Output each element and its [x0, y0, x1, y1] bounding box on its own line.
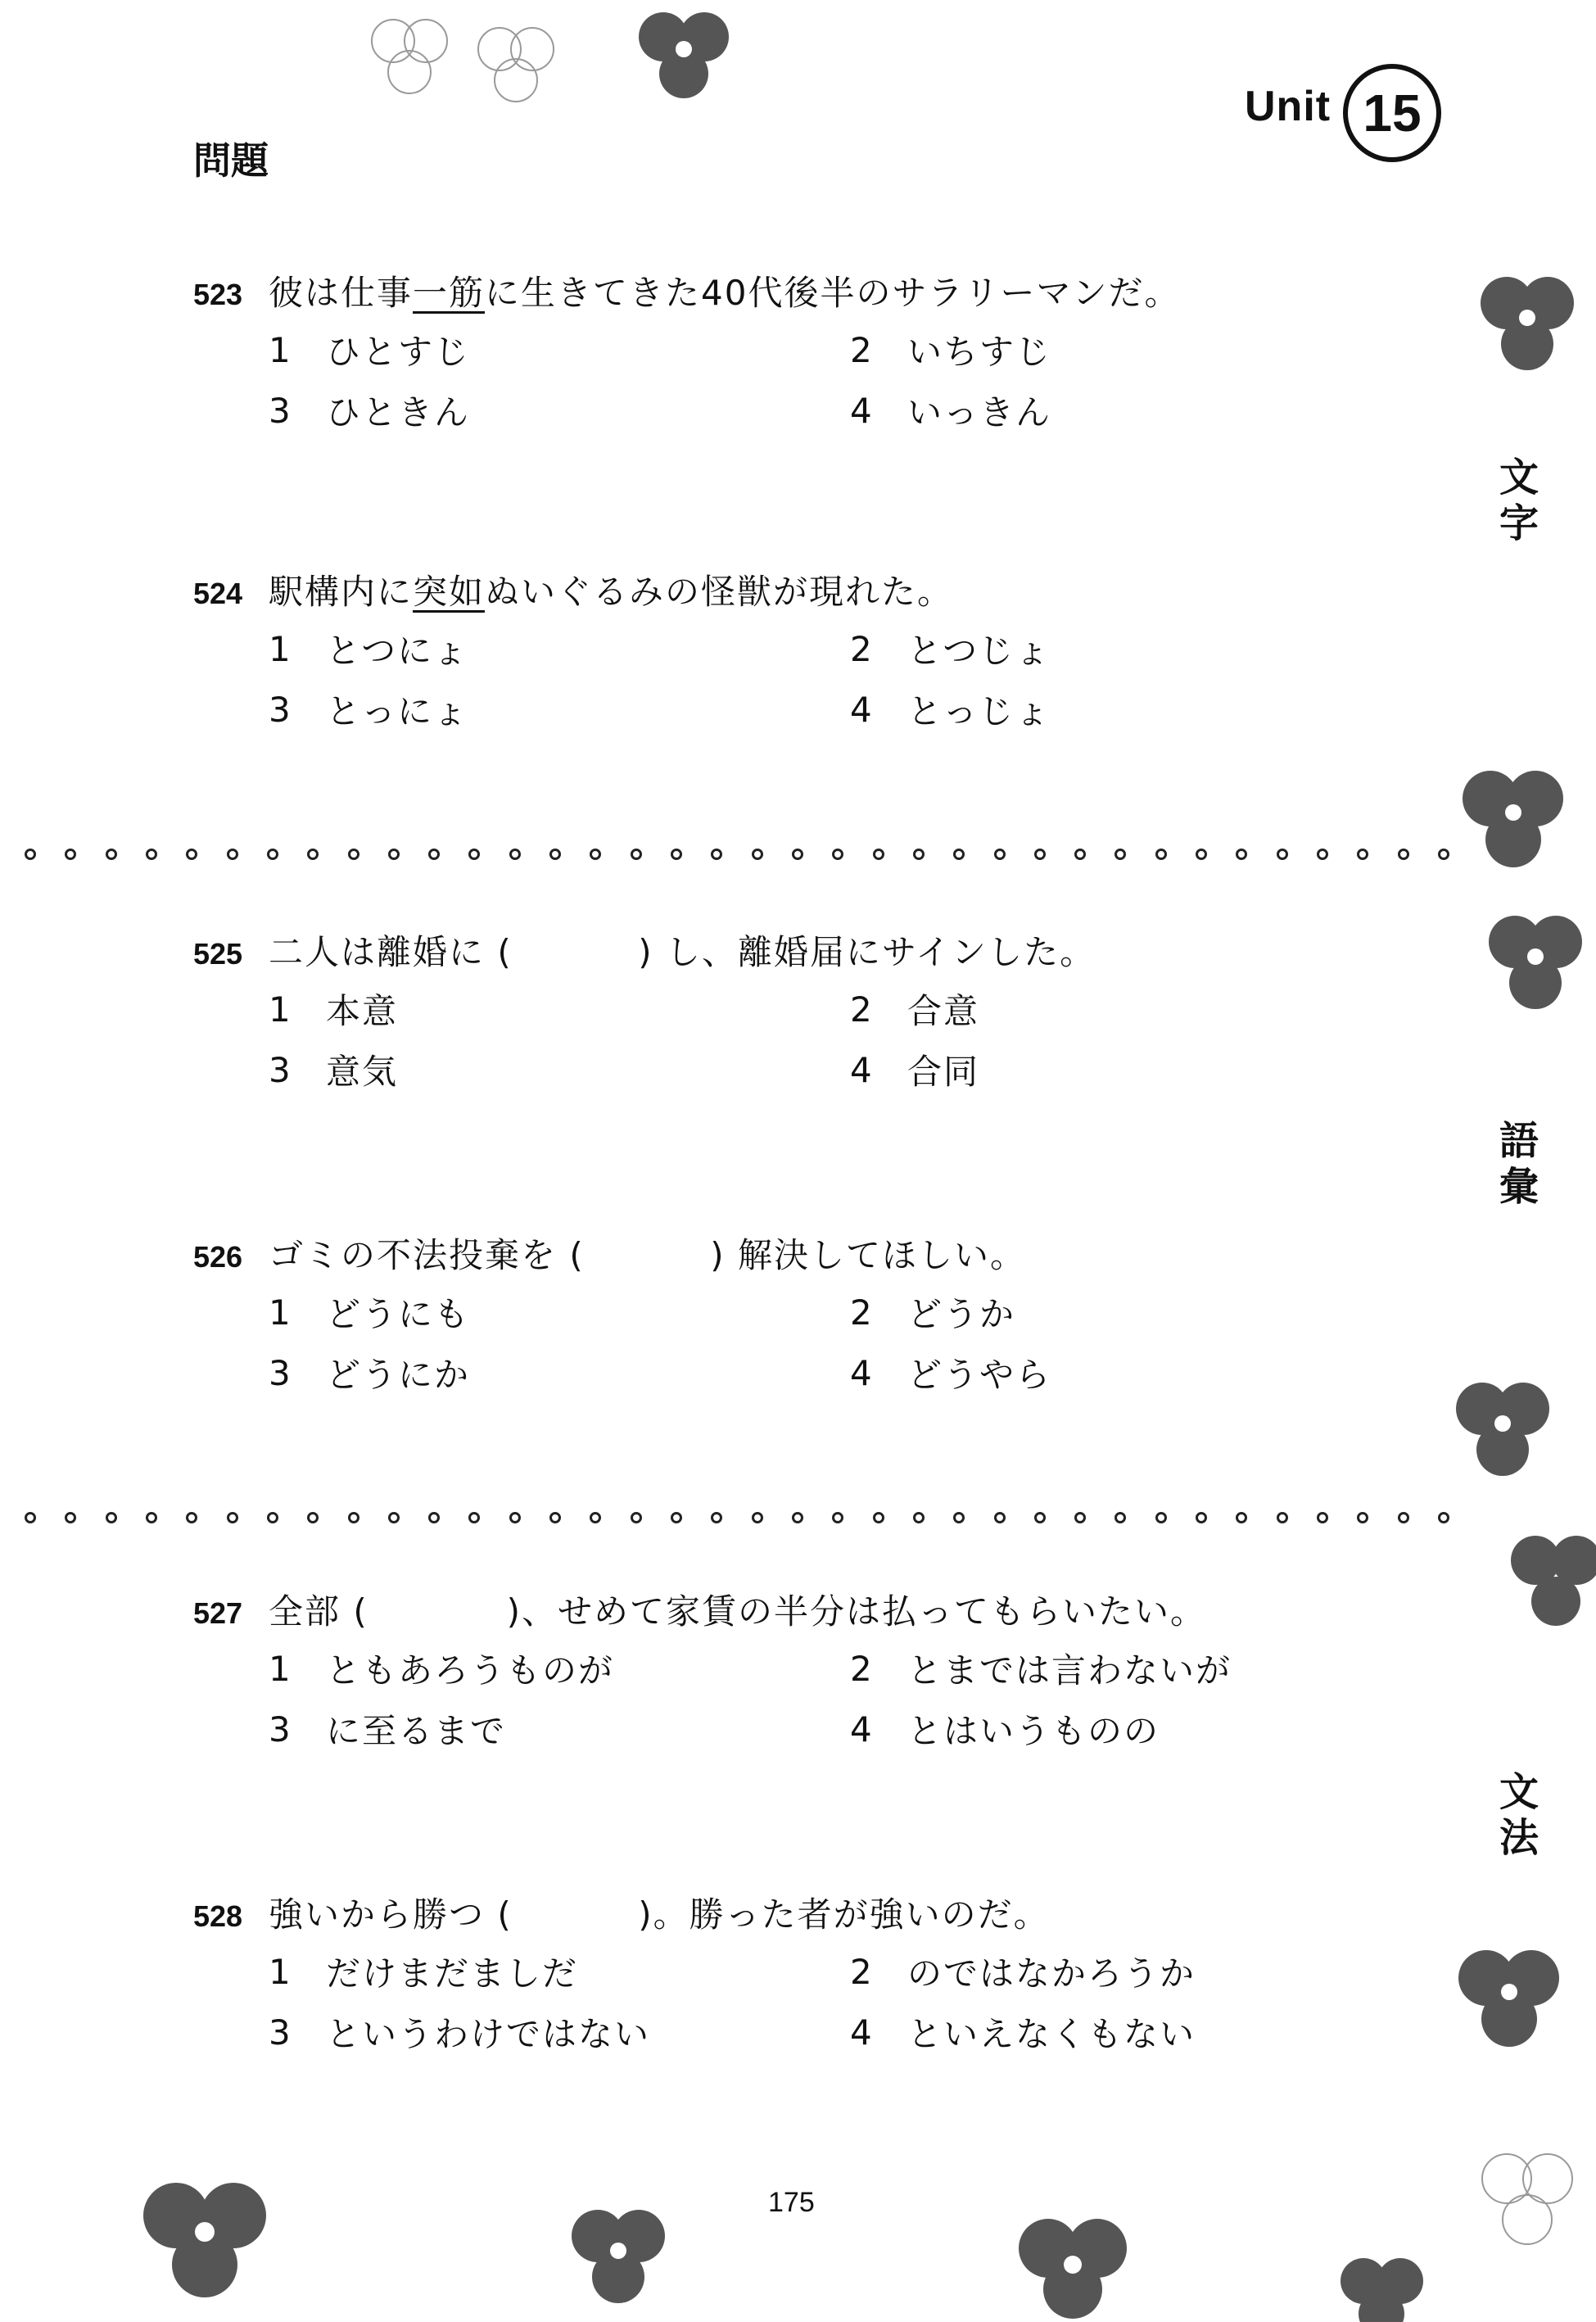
separator-dot: [1236, 849, 1247, 860]
answer-option[interactable]: 1 とつにょ: [269, 628, 469, 671]
separator-dot: [227, 1512, 238, 1523]
answer-options: [269, 1288, 1422, 1397]
dotted-separator: [25, 842, 1449, 867]
answer-option[interactable]: 3 意気: [269, 1049, 399, 1092]
answer-option[interactable]: 4 いっきん: [850, 390, 1052, 432]
separator-dot: [1236, 1512, 1247, 1523]
question-525: [193, 926, 1422, 1094]
separator-dot: [1155, 1512, 1167, 1523]
question-number: 527: [193, 1596, 243, 1630]
question-text: 強いから勝つ ( )。勝った者が強いのだ。: [269, 1894, 1050, 1935]
separator-dot: [953, 1512, 965, 1523]
separator-dot: [267, 849, 278, 860]
underlined-word: 一筋: [413, 273, 486, 313]
flower-decoration-icon: [1466, 262, 1589, 385]
separator-dot: [146, 849, 157, 860]
separator-dot: [1398, 1512, 1409, 1523]
answer-options: [269, 1644, 1422, 1754]
unit-label: Unit: [1245, 83, 1332, 130]
question-number: 526: [193, 1240, 243, 1274]
separator-dot: [186, 1512, 197, 1523]
answer-option[interactable]: 2 合意: [850, 989, 980, 1031]
flower-decoration-icon: [1441, 1933, 1580, 2064]
separator-dot: [832, 1512, 843, 1523]
unit-number-badge: 15: [1343, 64, 1441, 162]
answer-option[interactable]: 1 本意: [269, 989, 399, 1031]
answer-option[interactable]: 4 どうやら: [850, 1352, 1052, 1395]
answer-options: [269, 624, 1422, 734]
separator-dot: [590, 849, 601, 860]
answer-option[interactable]: 3 というわけではない: [269, 2012, 651, 2054]
separator-dot: [994, 1512, 1006, 1523]
question-number: 524: [193, 577, 243, 610]
separator-dot: [953, 849, 965, 860]
separator-dot: [1357, 849, 1368, 860]
question-number: 528: [193, 1899, 243, 1933]
side-tab-moji[interactable]: 文字: [1499, 455, 1539, 546]
question-text: 二人は離婚に ( ) し、離婚届にサインした。: [269, 932, 1096, 972]
separator-dot: [227, 849, 238, 860]
separator-dot: [106, 1512, 117, 1523]
side-tab-bunpo[interactable]: 文法: [1499, 1769, 1539, 1861]
question-526: [193, 1229, 1422, 1397]
separator-dot: [873, 1512, 884, 1523]
separator-dot: [711, 849, 722, 860]
underlined-word: 突如: [413, 572, 486, 612]
answer-blank: [513, 1894, 639, 1935]
answer-option[interactable]: 2 とつじょ: [850, 628, 1051, 671]
separator-dot: [792, 1512, 803, 1523]
separator-dot: [549, 1512, 561, 1523]
answer-options: [269, 984, 1422, 1094]
separator-dot: [388, 1512, 400, 1523]
answer-option[interactable]: 1 ひとすじ: [269, 329, 471, 372]
separator-dot: [913, 849, 925, 860]
separator-dot: [1074, 1512, 1086, 1523]
separator-dot: [428, 849, 440, 860]
question-523: [193, 266, 1422, 435]
separator-dot: [468, 1512, 480, 1523]
separator-dot: [468, 849, 480, 860]
flower-decoration-icon: [1441, 754, 1589, 885]
separator-dot: [1317, 849, 1328, 860]
answer-option[interactable]: 1 ともあろうものが: [269, 1648, 615, 1691]
separator-dot: [1277, 1512, 1288, 1523]
answer-options: [269, 325, 1422, 435]
separator-dot: [752, 1512, 763, 1523]
separator-dot: [186, 849, 197, 860]
answer-option[interactable]: 3 どうにか: [269, 1352, 471, 1395]
answer-option[interactable]: 3 とっにょ: [269, 689, 469, 731]
flower-decoration-icon: [1499, 1523, 1596, 1638]
separator-dot: [994, 849, 1006, 860]
separator-dot: [1317, 1512, 1328, 1523]
answer-options: [269, 1947, 1422, 2057]
question-number: 523: [193, 278, 243, 311]
separator-dot: [307, 1512, 319, 1523]
separator-dot: [1438, 849, 1449, 860]
separator-dot: [106, 849, 117, 860]
question-528: [193, 1888, 1422, 2057]
flower-decoration-icon: [1466, 2130, 1589, 2310]
separator-dot: [1155, 849, 1167, 860]
separator-dot: [1034, 849, 1046, 860]
separator-dot: [65, 1512, 76, 1523]
section-title: 問題: [193, 138, 269, 183]
answer-option[interactable]: 2 どうか: [850, 1292, 1016, 1334]
flower-decoration-icon: [1474, 901, 1596, 1024]
separator-dot: [631, 1512, 642, 1523]
separator-dot: [1034, 1512, 1046, 1523]
answer-option[interactable]: 4 といえなくもない: [850, 2012, 1196, 2054]
separator-dot: [752, 849, 763, 860]
separator-dot: [509, 1512, 521, 1523]
separator-dot: [671, 849, 682, 860]
answer-option[interactable]: 2 のではなかろうか: [850, 1951, 1196, 1994]
flower-decoration-icon: [1441, 1368, 1564, 1491]
answer-option[interactable]: 4 とっじょ: [850, 689, 1051, 731]
answer-option[interactable]: 2 とまでは言わないが: [850, 1648, 1232, 1691]
flower-decoration-icon: [1327, 2244, 1433, 2322]
separator-dot: [590, 1512, 601, 1523]
separator-dot: [1196, 1512, 1207, 1523]
separator-dot: [549, 849, 561, 860]
separator-dot: [671, 1512, 682, 1523]
separator-dot: [146, 1512, 157, 1523]
separator-dot: [25, 849, 36, 860]
separator-dot: [832, 849, 843, 860]
separator-dot: [792, 849, 803, 860]
flower-decoration-icon: [622, 0, 753, 106]
question-number: 525: [193, 937, 243, 971]
flower-decoration-icon: [352, 8, 467, 106]
page-number: 175: [768, 2187, 815, 2218]
separator-dot: [1277, 849, 1288, 860]
answer-blank: [513, 932, 639, 972]
separator-dot: [65, 849, 76, 860]
separator-dot: [1114, 1512, 1126, 1523]
separator-dot: [1398, 849, 1409, 860]
answer-option[interactable]: 4 とはいうものの: [850, 1709, 1160, 1751]
separator-dot: [25, 1512, 36, 1523]
separator-dot: [307, 849, 319, 860]
separator-dot: [1357, 1512, 1368, 1523]
question-text: 彼は仕事一筋に生きてきた40代後半のサラリーマンだ。: [269, 273, 1181, 313]
question-524: [193, 565, 1422, 734]
separator-dot: [873, 849, 884, 860]
separator-dot: [1438, 1512, 1449, 1523]
separator-dot: [348, 1512, 359, 1523]
dotted-separator: [25, 1505, 1449, 1530]
separator-dot: [388, 849, 400, 860]
flower-decoration-icon: [999, 2203, 1146, 2322]
separator-dot: [428, 1512, 440, 1523]
answer-option[interactable]: 3 に至るまで: [269, 1709, 507, 1751]
separator-dot: [509, 849, 521, 860]
separator-dot: [1196, 849, 1207, 860]
answer-option[interactable]: 3 ひときん: [269, 390, 471, 432]
answer-option[interactable]: 1 どうにも: [269, 1292, 471, 1334]
side-tab-goi[interactable]: 語彙: [1499, 1118, 1539, 1210]
answer-blank: [368, 1591, 507, 1632]
answer-blank: [585, 1235, 711, 1275]
flower-decoration-icon: [557, 2195, 680, 2318]
question-text: ゴミの不法投棄を ( ) 解決してほしい。: [269, 1235, 1027, 1275]
separator-dot: [1114, 849, 1126, 860]
question-527: [193, 1585, 1422, 1754]
question-text: 駅構内に突如ぬいぐるみの怪獣が現れた。: [269, 572, 954, 612]
separator-dot: [267, 1512, 278, 1523]
answer-option[interactable]: 1 だけまだましだ: [269, 1951, 579, 1994]
separator-dot: [631, 849, 642, 860]
answer-option[interactable]: 4 合同: [850, 1049, 980, 1092]
separator-dot: [913, 1512, 925, 1523]
separator-dot: [348, 849, 359, 860]
question-text: 全部 ( )、せめて家賃の半分は払ってもらいたい。: [269, 1591, 1206, 1632]
flower-decoration-icon: [123, 2162, 287, 2318]
flower-decoration-icon: [459, 16, 573, 115]
answer-option[interactable]: 2 いちすじ: [850, 329, 1052, 372]
separator-dot: [711, 1512, 722, 1523]
separator-dot: [1074, 849, 1086, 860]
